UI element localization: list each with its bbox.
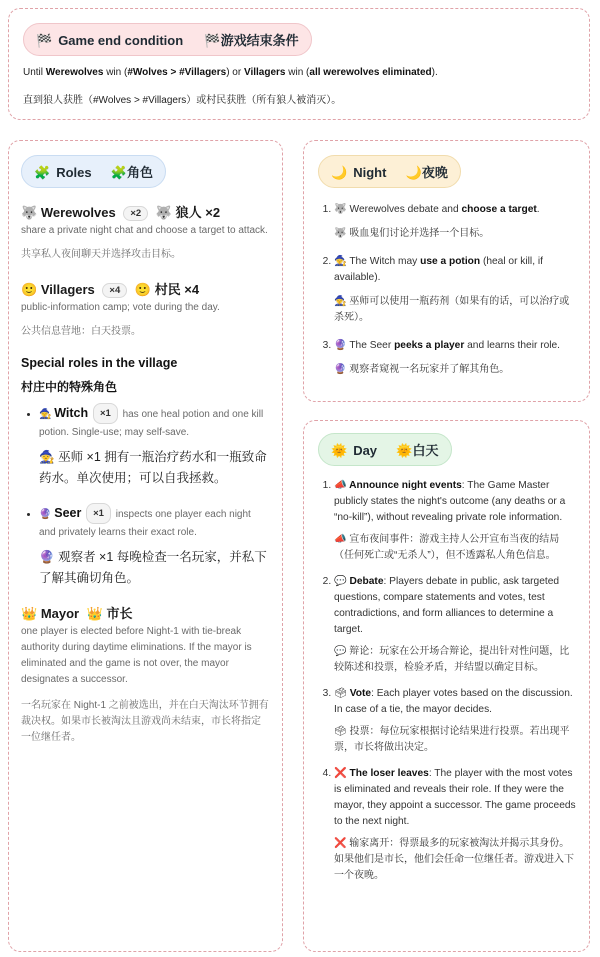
roles-title-en: Roles — [56, 165, 92, 180]
day-step: 1. 📣 Announce night events: The Game Master publicly states the night's outcome (any deaths or a “no-kill”), without revealing private role information. 📣 宣布夜间事件：游戏主持人公开宣布当夜的结局（任何死亡或“无杀人”），但不透露私人角色信息。 — [334, 478, 577, 564]
seer-name: Seer — [54, 506, 82, 520]
sun-icon: 🌞 — [331, 443, 348, 458]
special-roles-title: Special roles in the village — [21, 356, 178, 370]
witch-icon: 🧙 — [39, 409, 52, 420]
seer-desc-zh: 🔮 观察者 ×1 每晚检查一名玩家，并私下了解其确切角色。 — [39, 550, 267, 585]
puzzle-icon: 🧩 — [34, 165, 51, 180]
villagers-role — [21, 279, 270, 340]
day-step-zh: ❌ 输家离开：得票最多的玩家被淘汰并揭示其身份。如果他们是市长，他们会任命一位继任者。游戏进入下一个夜晚。 — [334, 838, 574, 881]
day-step-zh: 💬 辩论：玩家在公开场合辩论，提出针对性问题，比较陈述和投票，检验矛盾，并结盟以确定目标。 — [334, 646, 570, 673]
wolf-icon: 🐺 — [21, 205, 38, 220]
crystal-ball-icon: 🔮 — [39, 550, 55, 564]
night-step-zh: 🔮 观察者窥视一名玩家并了解其角色。 — [334, 364, 510, 375]
night-step: 2. 🧙 The Witch may use a potion (heal or kill, if available). 🧙 巫师可以使用一瓶药剂（如果有的话，可以治疗或杀死）。 — [334, 254, 577, 326]
roles-title-pill — [21, 155, 166, 188]
wolf-icon: 🐺 — [334, 204, 347, 215]
witch-desc: has one heal potion and one kill potion. Single-use; may self-save. — [39, 409, 264, 438]
witch-icon: 🧙 — [39, 450, 55, 464]
werewolves-name-zh: 狼人 ×2 — [175, 205, 221, 220]
moon-icon: 🌙 — [405, 165, 422, 180]
special-roles-title-zh: 村庄中的特殊角色 — [21, 380, 118, 394]
smile-icon: 🙂 — [21, 282, 38, 297]
day-title-zh: 白天 — [412, 443, 439, 458]
end-condition-en: Until Werewolves win (#Wolves > #Villagers) or Villagers win (all werewolves eliminated). — [23, 67, 438, 78]
witch-icon: 🧙 — [334, 256, 347, 267]
day-step-zh: 🗳 投票：每位玩家根据讨论结果进行投票。若出现平票，市长将做出决定。 — [334, 726, 570, 753]
day-step: 3. 🗳 Vote: Each player votes based on the discussion. In case of a tie, the mayor decides. 🗳 投票：每位玩家根据讨论结果进行投票。若出现平票，市长将做出决定。 — [334, 686, 577, 756]
roles-card — [8, 140, 283, 952]
seer-role — [39, 503, 270, 589]
crystal-ball-icon: 🔮 — [334, 340, 347, 351]
night-card — [303, 140, 590, 402]
night-step-zh: 🧙 巫师可以使用一瓶药剂（如果有的话，可以治疗或杀死）。 — [334, 296, 570, 323]
werewolves-desc: share a private night chat and choose a target to attack. — [21, 225, 268, 236]
day-card — [303, 420, 590, 952]
day-steps — [318, 478, 577, 884]
end-condition-zh: 直到狼人获胜（#Wolves > #Villagers）或村民获胜（所有狼人被消灭）。 — [23, 95, 342, 106]
moon-icon: 🌙 — [331, 165, 348, 180]
witch-name: Witch — [54, 406, 89, 420]
mayor-desc: one player is elected before Night-1 with tie-break authority during daytime eliminations. If the mayor is eliminated and the game is not over, the mayor designates a successor. — [21, 626, 252, 685]
day-title-pill — [318, 433, 452, 466]
speech-bubble-icon: 💬 — [334, 576, 347, 587]
werewolves-name: Werewolves — [40, 205, 116, 220]
villagers-name-zh: 村民 ×4 — [154, 282, 200, 297]
villagers-desc-zh: 公共信息营地：白天投票。 — [21, 326, 141, 337]
mayor-desc-zh: 一名玩家在 Night-1 之前被选出，并在白天淘汰环节拥有裁决权。如果市长被淘汰且游戏尚未结束，市长将指定一位继任者。 — [21, 700, 269, 743]
day-step: 2. 💬 Debate: Players debate in public, ask targeted questions, compare statements and votes, test contradictions, and form alliances to determine a target. 💬 辩论：玩家在公开场合辩论，提出针对性问题，比较陈述和投票，检验矛盾，并结盟以确定目标。 — [334, 574, 577, 676]
puzzle-icon: 🧩 — [110, 165, 128, 180]
smile-icon: 🙂 — [134, 282, 152, 297]
werewolves-desc-zh: 共享私人夜间聊天并选择攻击目标。 — [21, 249, 181, 260]
end-title-en: Game end condition — [58, 33, 184, 48]
night-title-en: Night — [353, 165, 387, 180]
night-step: 1. 🐺 Werewolves debate and choose a target. 🐺 吸血鬼们讨论并选择一个目标。 — [334, 202, 577, 242]
megaphone-icon: 📣 — [334, 480, 347, 491]
werewolves-count-badge: ×2 — [123, 206, 148, 221]
roles-title-zh: 角色 — [127, 165, 154, 180]
night-steps — [318, 202, 577, 378]
day-title-en: Day — [353, 443, 378, 458]
witch-role — [39, 403, 270, 489]
werewolves-role — [21, 202, 270, 263]
ballot-box-icon: 🗳 — [334, 688, 347, 699]
night-step: 3. 🔮 The Seer peeks a player and learns their role. 🔮 观察者窥视一名玩家并了解其角色。 — [334, 338, 577, 378]
wolf-icon: 🐺 — [155, 205, 173, 220]
villagers-desc: public-information camp; vote during the day. — [21, 302, 220, 313]
night-title-zh: 夜晚 — [421, 165, 448, 180]
mayor-name-zh: 市长 — [106, 606, 133, 621]
crown-icon: 👑 — [21, 606, 38, 621]
villagers-name: Villagers — [40, 282, 95, 297]
witch-count-badge: ×1 — [93, 403, 118, 424]
witch-desc-zh: 🧙 巫师 ×1 拥有一瓶治疗药水和一瓶致命药水。单次使用；可以自我拯救。 — [39, 450, 267, 485]
crown-icon: 👑 — [86, 606, 103, 621]
checkered-flag-icon: 🏁 — [204, 33, 221, 48]
mayor-name: Mayor — [40, 606, 80, 621]
day-step: 4. ❌ The loser leaves: The player with the most votes is eliminated and reveals their role. If they were the mayor, they appoint a successor. The game proceeds to the next night. ❌ 输家离开：得票最多的玩家被淘汰并揭示其身份。如果他们是市长，他们会任命一位继任者。游戏进入下一个夜晚。 — [334, 766, 577, 884]
sun-icon: 🌞 — [396, 443, 413, 458]
checkered-flag-icon: 🏁 — [36, 33, 53, 48]
villagers-count-badge: ×4 — [102, 283, 127, 298]
cross-mark-icon: ❌ — [334, 768, 347, 779]
seer-desc: inspects one player each night and privately learns their exact role. — [39, 509, 251, 538]
mayor-role — [21, 603, 270, 746]
end-condition-title-pill — [23, 23, 312, 56]
end-condition-card — [8, 8, 590, 120]
crystal-ball-icon: 🔮 — [39, 509, 52, 520]
special-roles-list — [21, 403, 270, 589]
night-step-zh: 🐺 吸血鬼们讨论并选择一个目标。 — [334, 228, 490, 239]
night-title-pill — [318, 155, 461, 188]
seer-count-badge: ×1 — [86, 503, 111, 524]
day-step-zh: 📣 宣布夜间事件：游戏主持人公开宣布当夜的结局（任何死亡或“无杀人”），但不透露私人角色信息。 — [334, 534, 560, 561]
end-title-zh: 游戏结束条件 — [220, 33, 299, 48]
